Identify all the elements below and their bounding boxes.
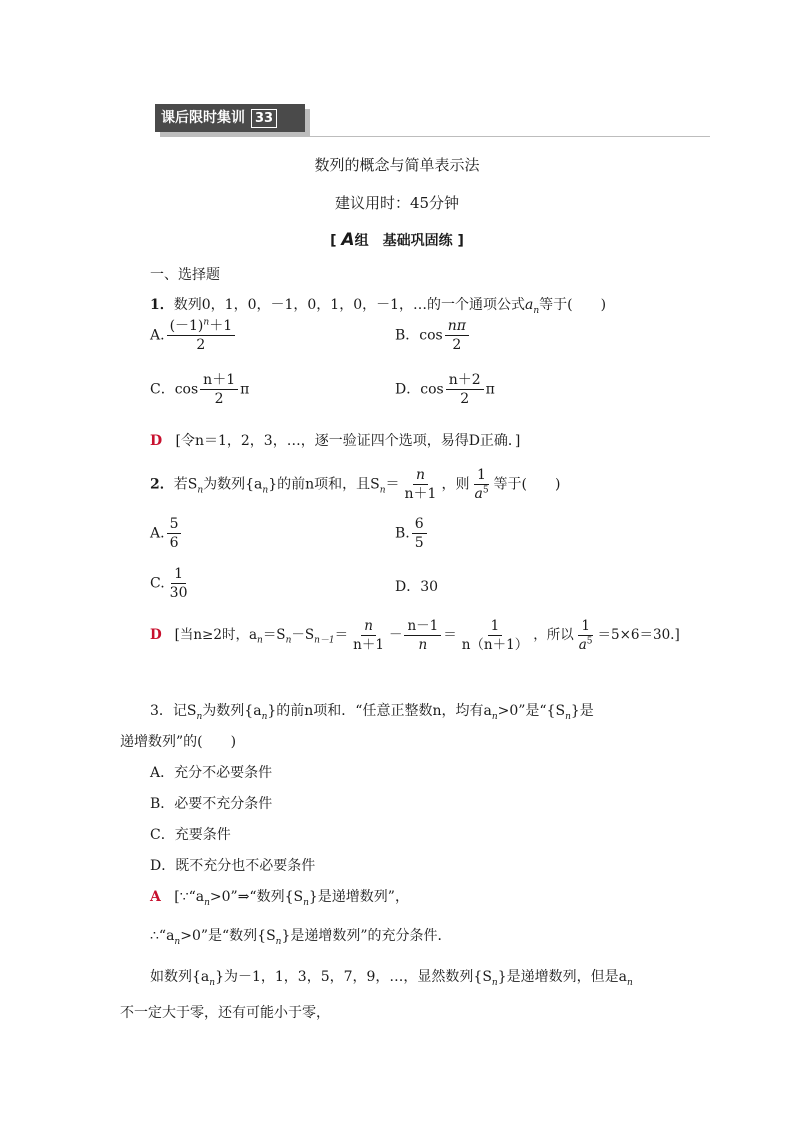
q3-ex2b-sub: n: [275, 936, 282, 947]
q2-g-sup: 5: [482, 485, 489, 496]
q2-a-sub: n: [262, 485, 269, 496]
q2-e1-den: n＋1: [353, 637, 384, 653]
q1-sub: n: [533, 305, 540, 316]
q2-ex3: －S: [291, 627, 315, 643]
q2-ex8: ＝5×6＝30.]: [597, 627, 680, 643]
q3-stem-line2: 递增数列”的( ): [120, 734, 237, 750]
q1-tail: 等于( ): [539, 297, 607, 313]
q2-g-num: 1: [474, 467, 489, 485]
q3-option-a: A．充分不必要条件: [150, 765, 273, 781]
group-close: ]: [457, 233, 464, 249]
q3-explain-line4: 不一定大于零，还有可能小于零，: [120, 1005, 330, 1021]
section-banner: [155, 104, 305, 132]
banner-bar: [155, 104, 305, 132]
q1-explanation: [令n＝1，2，3，…，逐一验证四个选项，易得D正确．]: [175, 433, 521, 449]
q3-answer: [150, 886, 409, 906]
q3-ex3b: }为－1，1，3，5，7，9，…，显然数列{S: [215, 969, 492, 985]
q3-explain-line3: [150, 966, 633, 986]
q2-b-frac: [412, 516, 427, 551]
q2-e1-num: n: [361, 618, 376, 636]
q1-a-label: A.: [150, 327, 165, 344]
q2-ex-sub1: n: [257, 635, 263, 646]
q1-d-label: D．cos: [395, 381, 444, 398]
q2-e4-den: a: [578, 637, 587, 653]
q3-ex1a: [∵“a: [174, 889, 205, 905]
q2-tail: 等于( ): [493, 476, 561, 493]
q2-option-a: [150, 516, 183, 551]
q2-a-den: 6: [169, 535, 179, 551]
q2-s2-sub: n: [379, 485, 386, 496]
banner-number: 33: [251, 109, 277, 128]
q3-ex3c: }是递增数列，但是a: [497, 969, 627, 985]
q1-answer: [150, 430, 520, 450]
q2-option-b: [395, 516, 429, 551]
q2-b-den: 5: [414, 535, 424, 551]
q2-b-num: 6: [412, 516, 427, 534]
page-title: 数列的概念与简单表示法: [314, 156, 480, 174]
q1-c-tail: π: [240, 381, 250, 398]
q3-ex2-sub: n: [174, 936, 181, 947]
q2-e3-frac: [459, 618, 531, 653]
q2-ex2: ＝S: [262, 627, 286, 643]
q2-ex-sub3: n－1: [314, 635, 335, 646]
q2-e3-den: n（n＋1）: [461, 637, 529, 653]
q3-option-d: D．既不充分也不必要条件: [150, 858, 316, 874]
q1-text: 数列0，1，0，－1，0，1，0，－1，…的一个通项公式: [173, 297, 526, 313]
q1-a-num-tail: ＋1: [209, 318, 233, 334]
q2-option-d: D．30: [395, 579, 439, 595]
q2-option-c: [150, 566, 193, 601]
q3-ex1c: }是递增数列”，: [308, 889, 409, 905]
q1-b-label: B．cos: [395, 327, 443, 344]
q3-ex1b-sub: n: [303, 897, 309, 908]
q2-g-den: a: [474, 486, 483, 502]
q3-stem-line1: [150, 700, 594, 720]
q3-ex3b-sub: n: [491, 977, 498, 988]
time-note: 建议用时：45分钟: [334, 194, 460, 212]
q2-ex4: ＝: [334, 627, 349, 643]
q1-b-frac: [445, 318, 469, 353]
q2-pre: 若S: [173, 476, 198, 493]
q3-option-c: C．充要条件: [150, 827, 231, 843]
group-open: [: [330, 233, 337, 249]
q2-e4-sup: 5: [586, 636, 593, 647]
q3-ex1b: >0”⇒“数列{S: [209, 889, 304, 905]
q3-ex1-sub: n: [204, 897, 210, 908]
q3-l1d-sub: n: [565, 711, 571, 722]
q3-l1c-sub: n: [491, 711, 498, 722]
q2-e2-frac: [404, 618, 441, 653]
q3-ex2a: ∴“a: [150, 928, 175, 944]
q1-stem: [150, 294, 606, 314]
q1-answer-letter: D: [150, 433, 163, 449]
q1-c-den: 2: [214, 391, 224, 407]
q1-b-den: 2: [452, 337, 462, 353]
q3-ex3c-sub: n: [626, 977, 633, 988]
q1-c-label: C．cos: [150, 381, 199, 398]
q2-ex5: －: [388, 627, 403, 643]
q3-l1c: }的前n项和．“任意正整数n，均有a: [267, 703, 492, 719]
q3-explain-line2: [150, 925, 452, 945]
group-label: 组 基础巩固练: [354, 233, 453, 249]
q3-l1b: 为数列{a: [202, 703, 262, 719]
q2-stem: [150, 467, 560, 502]
q2-mid2: }的前n项和，且S: [268, 476, 380, 493]
q1-a-frac: [167, 318, 236, 353]
q3-l1b-sub: n: [261, 711, 268, 722]
q2-frac-sn: [402, 467, 440, 502]
q3-answer-letter: A: [150, 889, 161, 905]
q2-e4-num: 1: [578, 618, 593, 636]
q2-e4-frac: [576, 618, 596, 653]
q1-b-num: nπ: [445, 318, 469, 336]
q1-a-num: (－1): [169, 318, 204, 334]
q3-ex3a: 如数列{a: [150, 969, 210, 985]
q2-ex-sub2: n: [285, 635, 292, 646]
q2-f-den: n＋1: [404, 486, 437, 502]
q1-d-num: n＋2: [446, 372, 484, 390]
q1-option-c: [150, 372, 249, 407]
q3-l1d: >0”是“{S: [497, 703, 566, 719]
q2-c-num: 1: [171, 566, 186, 584]
q1-d-den: 2: [460, 391, 470, 407]
q2-ex6: ＝: [443, 627, 457, 643]
q2-mid: 为数列{a: [203, 476, 263, 493]
q1-c-num: n＋1: [200, 372, 238, 390]
q2-c-label: C.: [150, 575, 165, 592]
q2-a-frac: [167, 516, 182, 551]
q2-ex7: ，所以: [533, 627, 574, 643]
q3-ex2b: >0”是“数列{S: [180, 928, 276, 944]
q1-a-den: 2: [196, 337, 206, 353]
q2-e3-num: 1: [488, 618, 503, 636]
section-heading: 一、选择题: [150, 267, 220, 283]
q2-a-label: A.: [150, 525, 165, 542]
q2-frac-a5: [471, 467, 491, 502]
q2-answer: [150, 618, 680, 653]
q2-c-den: 30: [169, 585, 188, 601]
q2-e2-den: n: [418, 637, 428, 653]
q2-number: 2．: [150, 476, 174, 493]
q3-l1e: }是: [570, 703, 594, 719]
q2-s-sub: n: [197, 485, 204, 496]
q2-ex1: [当n≥2时，a: [174, 627, 258, 643]
q2-e1-frac: [350, 618, 387, 653]
q2-eq: ＝: [385, 476, 400, 493]
q1-number: 1．: [150, 297, 174, 313]
q2-b-label: B.: [395, 525, 410, 542]
q2-e2-num: n－1: [404, 618, 441, 636]
q2-f-num: n: [413, 467, 428, 485]
banner-label: 课后限时集训: [161, 110, 245, 126]
q2-a-num: 5: [167, 516, 182, 534]
q2-then: ，则: [441, 476, 470, 493]
q1-c-frac: [200, 372, 238, 407]
q3-ex3-sub: n: [209, 977, 216, 988]
q1-var: a: [525, 297, 534, 313]
group-heading: [0, 230, 794, 250]
q1-d-frac: [446, 372, 484, 407]
q1-option-b: [395, 318, 471, 353]
q1-option-d: [395, 372, 495, 407]
q3-l1-sub: n: [196, 711, 203, 722]
q1-a-sup: n: [203, 317, 210, 328]
q3-ex2c: }是递增数列”的充分条件．: [281, 928, 452, 944]
q2-answer-letter: D: [150, 627, 162, 643]
q3-l1: 3．记S: [150, 703, 197, 719]
q2-c-frac: [167, 566, 191, 601]
header-rule: [305, 136, 710, 137]
group-badge: A: [341, 230, 355, 250]
q3-option-b: B．必要不充分条件: [150, 796, 273, 812]
q1-option-a: [150, 318, 237, 353]
q1-d-tail: π: [485, 381, 495, 398]
